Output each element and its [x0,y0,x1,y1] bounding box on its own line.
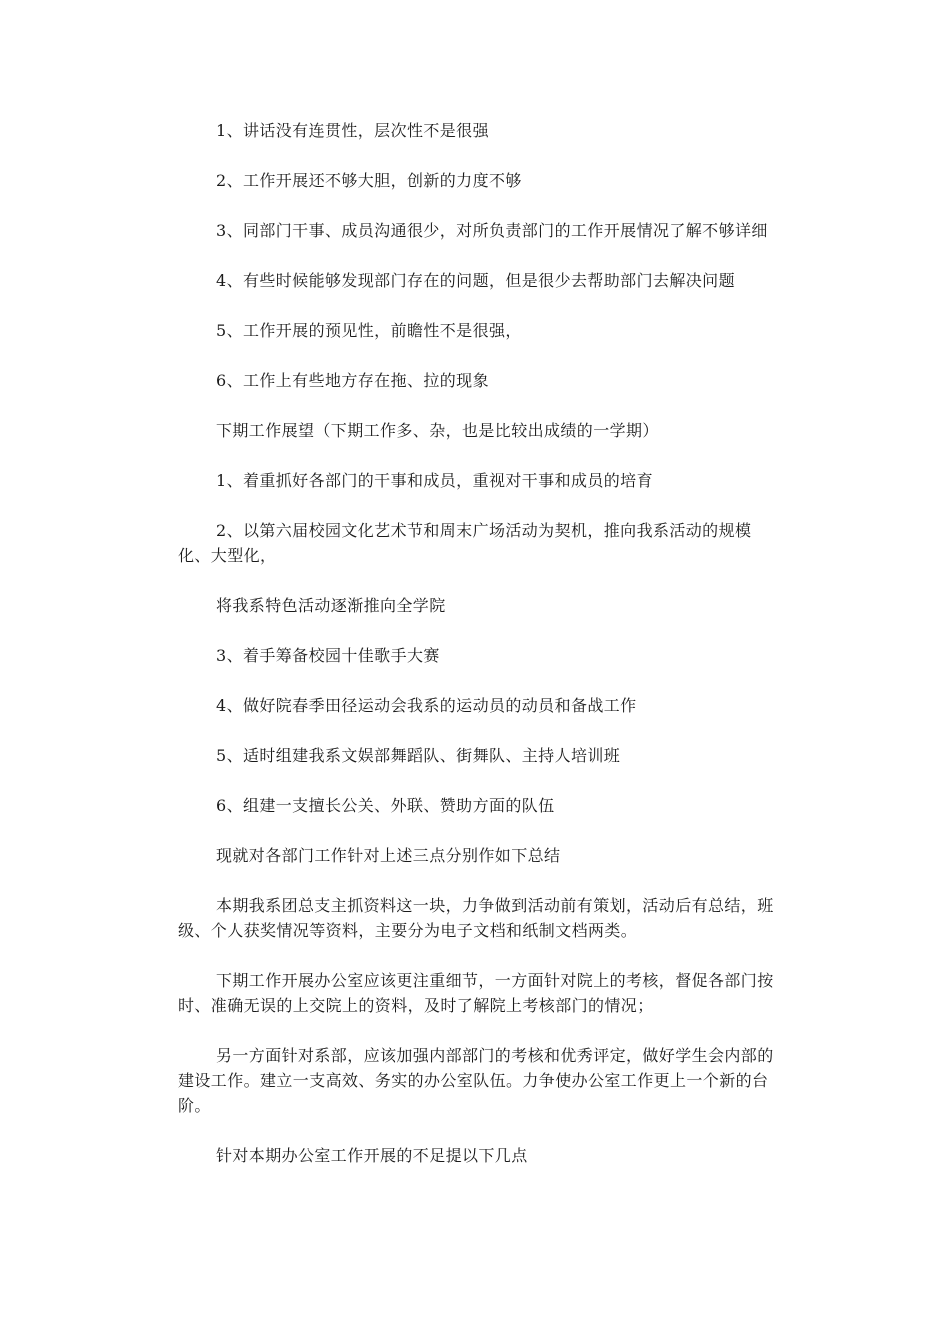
paragraph-outlook-2-continued: 将我系特色活动逐渐推向全学院 [216,596,446,615]
paragraph-outlook-2: 2、以第六届校园文化艺术节和周末广场活动为契机，推向我系活动的规模化、大型化， [178,521,752,565]
paragraph-outlook-4: 4、做好院春季田径运动会我系的运动员的动员和备战工作 [216,696,637,715]
paragraph-outlook-6: 6、组建一支擅长公关、外联、赞助方面的队伍 [216,796,555,815]
document-page [178,118,778,1193]
paragraph-weakness-5: 5、工作开展的预见性，前瞻性不是很强， [216,321,522,340]
paragraph-outlook-1: 1、着重抓好各部门的干事和成员，重视对干事和成员的培育 [216,471,653,490]
paragraph-summary-intro: 现就对各部门工作针对上述三点分别作如下总结 [216,846,561,865]
paragraph-office-next-term: 下期工作开展办公室应该更注重细节，一方面针对院上的考核，督促各部门按时、准确无误的上交院上的资料，及时了解院上考核部门的情况； [178,971,774,1015]
paragraph-weakness-1: 1、讲话没有连贯性，层次性不是很强 [216,121,489,140]
paragraph-office-department: 另一方面针对系部，应该加强内部部门的考核和优秀评定，做好学生会内部的建设工作。建立一支高效、务实的办公室队伍。力争使办公室工作更上一个新的台阶。 [178,1046,774,1115]
paragraph-outlook-heading: 下期工作展望（下期工作多、杂，也是比较出成绩的一学期） [216,421,659,440]
paragraph-weakness-3: 3、同部门干事、成员沟通很少，对所负责部门的工作开展情况了解不够详细 [216,221,768,240]
paragraph-outlook-5: 5、适时组建我系文娱部舞蹈队、街舞队、主持人培训班 [216,746,621,765]
paragraph-office-shortcomings: 针对本期办公室工作开展的不足提以下几点 [216,1146,528,1165]
paragraph-office-materials: 本期我系团总支主抓资料这一块，力争做到活动前有策划，活动后有总结，班级、个人获奖情况等资料，主要分为电子文档和纸制文档两类。 [178,896,774,940]
paragraph-outlook-3: 3、着手筹备校园十佳歌手大赛 [216,646,440,665]
paragraph-weakness-4: 4、有些时候能够发现部门存在的问题，但是很少去帮助部门去解决问题 [216,271,735,290]
paragraph-weakness-2: 2、工作开展还不够大胆，创新的力度不够 [216,171,522,190]
paragraph-weakness-6: 6、工作上有些地方存在拖、拉的现象 [216,371,489,390]
